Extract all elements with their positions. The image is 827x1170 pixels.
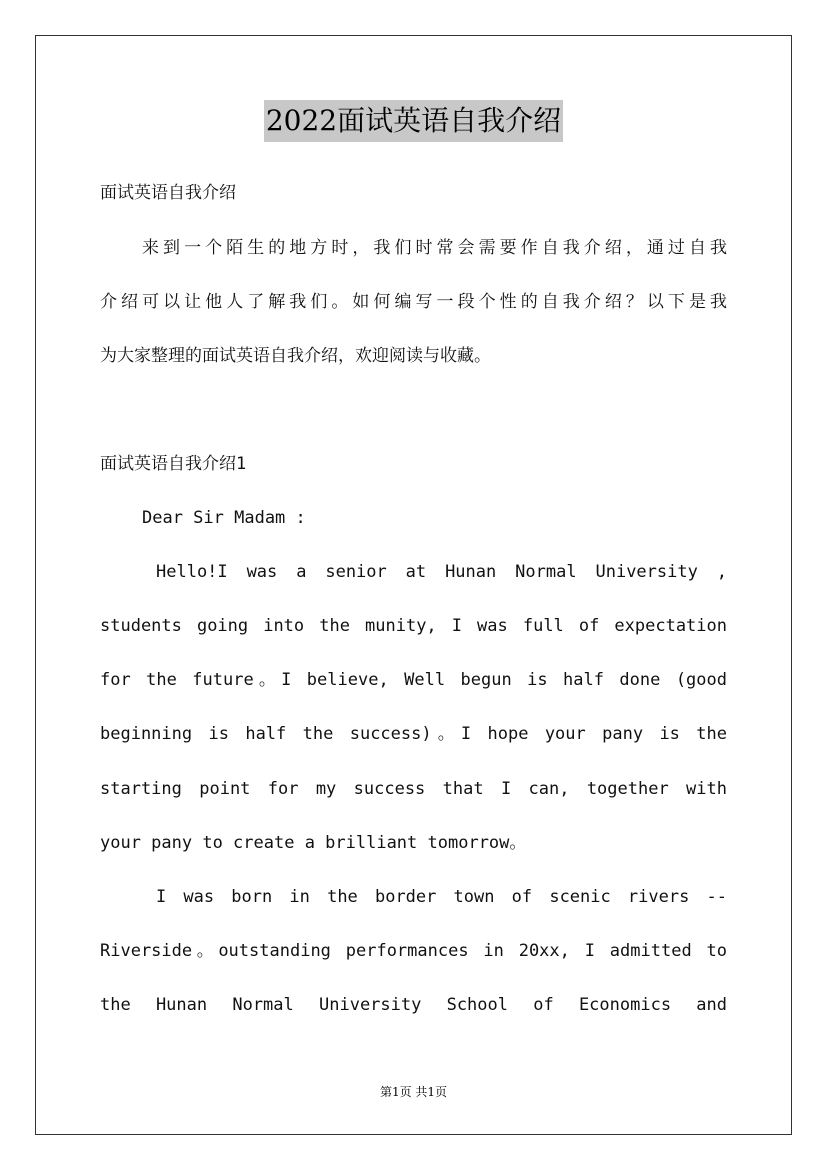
body-line-4: beginning is half the success)。I hope your pany is the: [100, 724, 727, 744]
body-line-8: Riverside。outstanding performances in 20xx, I admitted to: [100, 941, 727, 961]
body-line-1: Hello!I was a senior at Hunan Normal University ,: [156, 562, 727, 582]
body-line-9: the Hunan Normal University School of Economics and: [100, 995, 727, 1015]
subheading: 面试英语自我介绍: [100, 183, 236, 203]
body-line-2: students going into the munity, I was full of expectation: [100, 616, 727, 636]
body-line-5: starting point for my success that I can, together with: [100, 779, 727, 799]
body-line-3: for the future。I believe, Well begun is half done (good: [100, 670, 727, 690]
salutation: Dear Sir Madam :: [142, 508, 306, 528]
intro-line-2: 介绍可以让他人了解我们。如何编写一段个性的自我介绍？以下是我: [100, 292, 727, 312]
body-line-7: I was born in the border town of scenic rivers --: [156, 887, 727, 907]
title-container: [0, 100, 827, 142]
document-title: 2022面试英语自我介绍: [264, 100, 563, 142]
intro-line-3: 为大家整理的面试英语自我介绍，欢迎阅读与收藏。: [100, 346, 491, 366]
body-line-6: your pany to create a brilliant tomorrow。: [100, 833, 527, 853]
page-footer: 第1页 共1页: [379, 1085, 448, 1099]
intro-line-1: 来到一个陌生的地方时，我们时常会需要作自我介绍，通过自我: [142, 238, 727, 258]
section-heading: 面试英语自我介绍1: [100, 454, 247, 474]
